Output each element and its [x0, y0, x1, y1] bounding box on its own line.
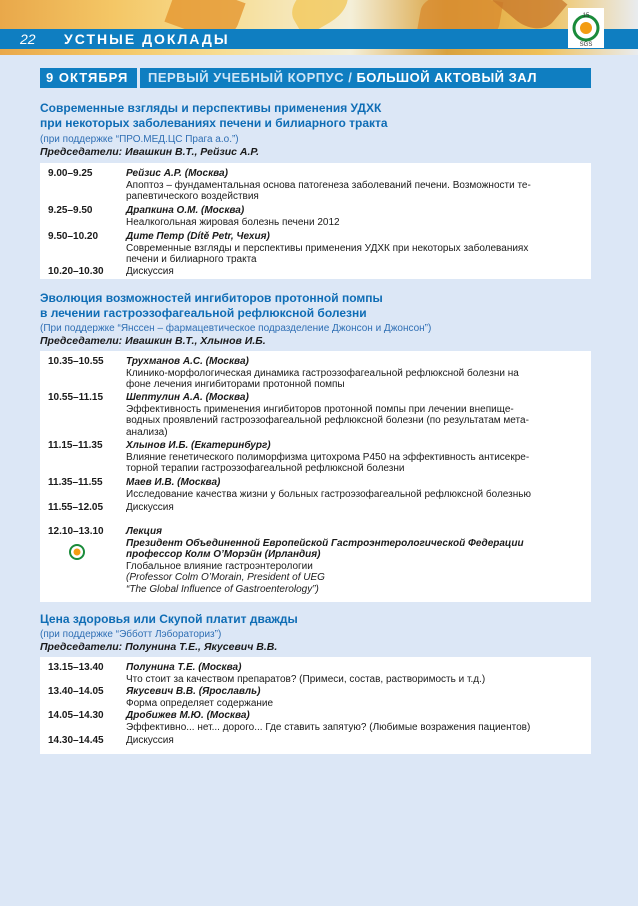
lecturer-name: профессор Колм О’Морэйн (Ирландия)	[126, 549, 321, 560]
speaker: Хлынов И.Б. (Екатеринбург)	[126, 440, 271, 451]
speaker: Трухманов А.С. (Москва)	[126, 356, 249, 367]
time-slot: 10.55–11.15	[48, 392, 104, 403]
time-slot: 11.35–11.55	[48, 477, 103, 488]
session-title-line: при некоторых заболеваниях печени и билиарного тракта	[40, 116, 388, 130]
speaker: Полунина Т.Е. (Москва)	[126, 662, 242, 673]
session-chairs: Председатели: Полунина Т.Е., Якусевич В.В.	[40, 641, 278, 653]
section-title: УСТНЫЕ ДОКЛАДЫ	[64, 31, 230, 47]
time-slot: 13.40–14.05	[48, 686, 104, 697]
talk-topic: Клинико-морфологическая динамика гастроэзофагеальной рефлюксной болезни на	[126, 367, 519, 379]
talk-topic: Дискуссия	[126, 735, 174, 746]
time-slot: 13.15–13.40	[48, 662, 104, 673]
date-label: 9 ОКТЯБРЯ	[40, 68, 136, 88]
session-title	[40, 291, 600, 321]
speaker: Дите Петр (Dítě Petr, Чехия)	[126, 231, 270, 242]
time-slot: 9.25–9.50	[48, 205, 93, 216]
speaker: Дробижев М.Ю. (Москва)	[126, 710, 250, 721]
talk-topic: Эффективно... нет... дорого... Где ставить запятую? (Любимые возражения пациентов)	[126, 721, 531, 733]
venue	[148, 68, 537, 88]
speaker: Рейзис А.Р. (Москва)	[126, 168, 228, 179]
talk-topic: Современные взгляды и перспективы применения УДХК при некоторых заболеваниях	[126, 242, 529, 254]
session-title-line: Цена здоровья или Скупой платит дважды	[40, 612, 298, 626]
speaker: Шептулин А.А. (Москва)	[126, 392, 249, 403]
svg-text:15: 15	[582, 13, 590, 19]
talk-topic: Эффективность применения ингибиторов протонной помпы при лечении внепище-	[126, 403, 514, 415]
talk-topic: торной терапии гастроэзофагеальной рефлюксной болезни	[126, 463, 405, 474]
speaker: Маев И.В. (Москва)	[126, 477, 221, 488]
lecturer-title: Президент Объединенной Европейской Гастроэнтерологической Федерации	[126, 537, 524, 549]
talk-topic-en: (Professor Colm O’Morain, President of UEG	[126, 572, 325, 583]
talk-topic: Влияние генетического полиморфизма цитохрома Р450 на эффективность антисекре-	[126, 451, 530, 463]
talk-topic: водных проявлений гастроэзофагеальной рефлюксной болезни (по результатам мета-	[126, 415, 529, 426]
page-header	[0, 0, 638, 55]
talk-topic: Дискуссия	[126, 502, 174, 513]
congress-logo-icon	[568, 8, 604, 48]
schedule-table	[40, 657, 591, 754]
time-slot: 12.10–13.10	[48, 526, 104, 537]
schedule-table	[40, 351, 591, 602]
session-chairs: Председатели: Ивашкин В.Т., Рейзис А.Р.	[40, 146, 260, 158]
talk-topic: Неалкогольная жировая болезнь печени 2012	[126, 216, 340, 228]
session-title-line: Эволюция возможностей ингибиторов протонной помпы	[40, 291, 383, 305]
time-slot: 14.30–14.45	[48, 735, 104, 746]
time-slot: 11.15–11.35	[48, 440, 103, 451]
talk-topic: фоне лечения ингибиторами протонной помпы	[126, 379, 345, 390]
congress-logo-icon	[66, 540, 88, 564]
talk-topic: Дискуссия	[126, 266, 174, 277]
talk-topic: Форма определяет содержание	[126, 697, 274, 709]
time-slot: 9.00–9.25	[48, 168, 93, 179]
talk-topic: Глобальное влияние гастроэнтерологии	[126, 560, 313, 572]
page-number: 22	[20, 31, 36, 47]
talk-topic-en: “The Global Influence of Gastroenterology”)	[126, 583, 319, 595]
time-slot: 9.50–10.20	[48, 231, 99, 242]
time-slot: 11.55–12.05	[48, 502, 104, 513]
session-chairs: Председатели: Ивашкин В.Т., Хлынов И.Б.	[40, 335, 266, 347]
talk-topic: Что стоит за качеством препаратов? (Примеси, состав, растворимость и т.д.)	[126, 673, 486, 685]
schedule-table	[40, 163, 591, 279]
talk-topic: Исследование качества жизни у больных гастроэзофагеальной рефлюксной болезнью	[126, 488, 531, 500]
session-support: (при поддержке “Эбботт Лэбораториз”)	[40, 629, 222, 640]
session-title	[40, 101, 600, 131]
venue-building: ПЕРВЫЙ УЧЕБНЫЙ КОРПУС /	[148, 70, 353, 85]
talk-topic: анализа)	[126, 426, 168, 438]
talk-topic: рапевтического воздействия	[126, 191, 259, 202]
session-title-line: в лечении гастроэзофагеальной рефлюксной болезни	[40, 306, 367, 320]
lecture-label: Лекция	[126, 526, 162, 537]
session-title	[40, 612, 600, 627]
svg-text:SGS: SGS	[579, 42, 593, 48]
session-support: (При поддержке “Янссен – фармацевтическое подразделение Джонсон и Джонсон”)	[40, 323, 432, 334]
session-support: (при поддержке “ПРО.МЕД.ЦС Прага а.о.”)	[40, 134, 239, 145]
venue-hall: БОЛЬШОЙ АКТОВЫЙ ЗАЛ	[356, 70, 537, 85]
date-separator	[137, 68, 140, 88]
time-slot: 10.20–10.30	[48, 266, 104, 277]
time-slot: 10.35–10.55	[48, 356, 104, 367]
speaker: Якусевич В.В. (Ярославль)	[126, 686, 261, 697]
session-title-line: Современные взгляды и перспективы применения УДХК	[40, 101, 382, 115]
talk-topic: Апоптоз – фундаментальная основа патогенеза заболеваний печени. Возможности те-	[126, 179, 531, 191]
speaker: Драпкина О.М. (Москва)	[126, 205, 245, 216]
talk-topic: печени и билиарного тракта	[126, 254, 257, 265]
time-slot: 14.05–14.30	[48, 710, 104, 721]
